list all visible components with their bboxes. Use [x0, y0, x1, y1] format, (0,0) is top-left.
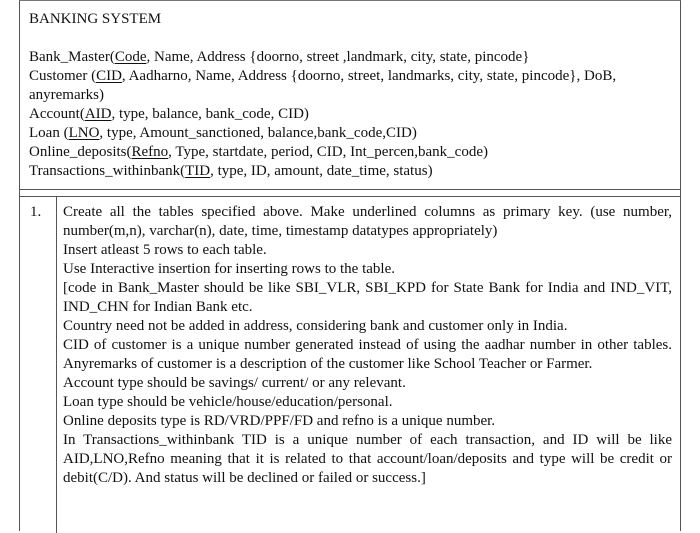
schema-line-online-deposits	[29, 143, 671, 162]
schema-columns: , Aadharno, Name, Address {doorno, street, landmarks, city, state, pincode}, DoB, anyremarks)	[29, 68, 617, 103]
schema-table-name: Transactions_withinbank(	[29, 163, 186, 179]
instruction-line: Insert atleast 5 rows to each table.	[63, 242, 267, 258]
schema-line-customer	[29, 67, 671, 105]
question-body	[57, 197, 681, 488]
schema-columns: , type, Amount_sanctioned, balance,bank_code,CID)	[99, 125, 417, 141]
instruction-line: CID of customer is a unique number generated instead of using the aadhar number in other tables. Anyremarks of customer is a description of the customer like School Teacher or Farmer.	[63, 337, 672, 372]
question-number: 1.	[19, 197, 57, 533]
primary-key: CID	[96, 68, 122, 84]
instruction-line: Use Interactive insertion for inserting rows to the table.	[63, 261, 395, 277]
schema-table-name: Bank_Master(	[29, 49, 115, 65]
document-title: BANKING SYSTEM	[29, 11, 162, 27]
schema-table-name: Loan (	[29, 125, 69, 141]
instruction-line: [code in Bank_Master should be like SBI_VLR, SBI_KPD for State Bank for India and IND_VIT, IND_CHN for Indian Bank etc.	[63, 280, 672, 315]
schema-table-name: Customer (	[29, 68, 97, 84]
instruction-line: Account type should be savings/ current/ or any relevant.	[63, 375, 406, 391]
primary-key: Refno	[131, 144, 169, 160]
primary-key: TID	[185, 163, 211, 179]
instruction-line: Create all the tables specified above. Make underlined columns as primary key. (use number, number(m,n), varchar(n), date, time, timestamp datatypes appropriately)	[63, 204, 672, 239]
schema-columns: , type, ID, amount, date_time, status)	[210, 163, 433, 179]
schema-columns: , Name, Address {doorno, street ,landmark, city, state, pincode}	[146, 49, 530, 65]
schema-box	[19, 0, 681, 190]
schema-columns: , Type, startdate, period, CID, Int_percen,bank_code)	[168, 144, 488, 160]
instruction-line: Online deposits type is RD/VRD/PPF/FD and refno is a unique number.	[63, 413, 496, 429]
schema-table-name: Online_deposits(	[29, 144, 132, 160]
question-row	[19, 196, 681, 532]
schema-line-loan	[29, 124, 671, 143]
schema-table-name: Account(	[29, 106, 85, 122]
schema-line-bank-master	[29, 48, 671, 67]
primary-key: AID	[84, 106, 112, 122]
schema-columns: , type, balance, bank_code, CID)	[111, 106, 309, 122]
instruction-line: In Transactions_withinbank TID is a unique number of each transaction, and ID will be like AID,LNO,Refno meaning that it is related to that account/loan/deposits and type will be credit or debit(C/D). And status will be declined or failed or success.]	[63, 432, 672, 486]
primary-key: LNO	[68, 125, 100, 141]
schema-line-account	[29, 105, 671, 124]
instruction-line: Country need not be added in address, considering bank and customer only in India.	[63, 318, 568, 334]
instruction-line: Loan type should be vehicle/house/education/personal.	[63, 394, 393, 410]
primary-key: Code	[114, 49, 147, 65]
schema-line-transactions	[29, 162, 671, 181]
